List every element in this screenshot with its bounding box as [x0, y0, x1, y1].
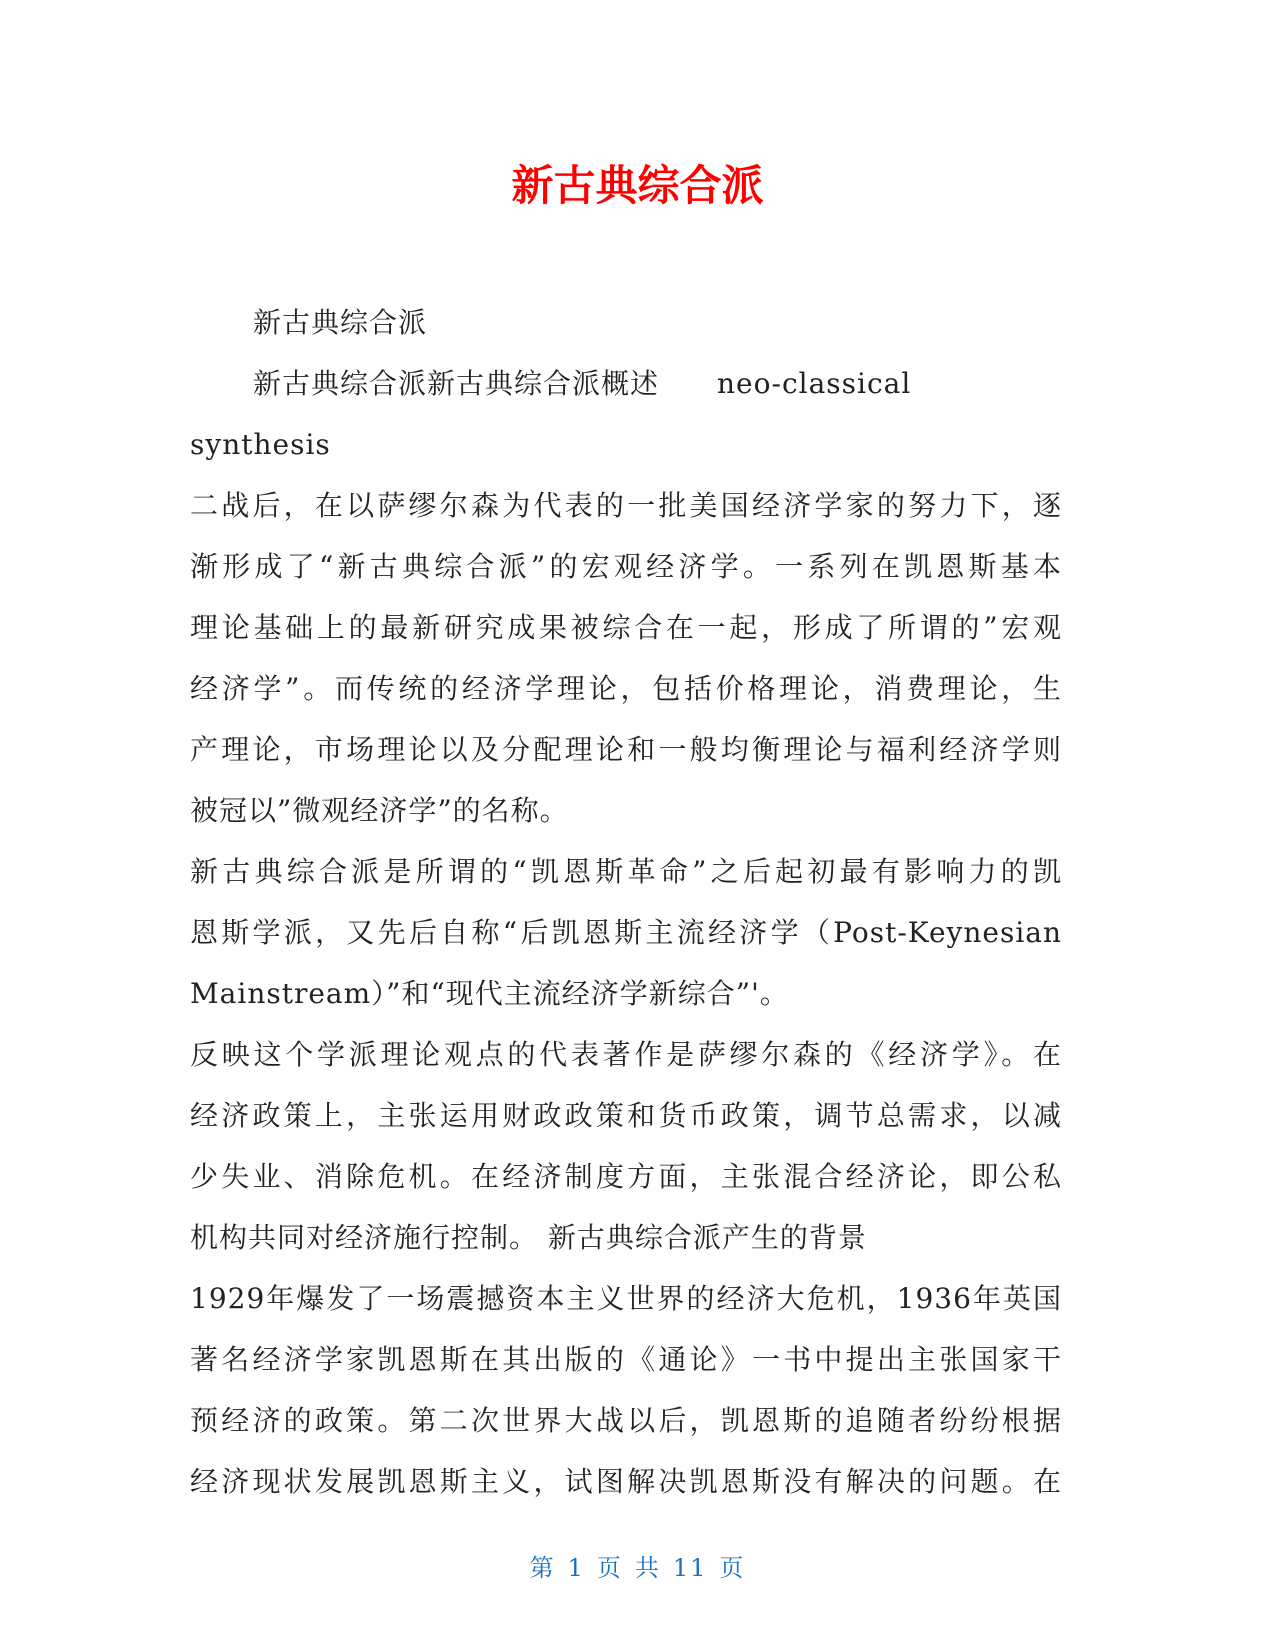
paragraph-line: 恩斯学派，又先后自称“后凯恩斯主流经济学（Post-Keynesian	[190, 916, 1062, 949]
page-label-suffix: 页	[719, 1554, 746, 1582]
paragraph-line: 少失业、消除危机。在经济制度方面，主张混合经济论，即公私	[190, 1160, 1062, 1193]
total-pages-number: 11	[672, 1554, 708, 1582]
paragraph-line: 预经济的政策。第二次世界大战以后，凯恩斯的追随者纷纷根据	[190, 1404, 1062, 1437]
page-label-mid: 页	[596, 1554, 623, 1582]
total-label: 共	[634, 1554, 661, 1582]
paragraph-line: 机构共同对经济施行控制。 新古典综合派产生的背景	[190, 1221, 867, 1254]
document-title: 新古典综合派	[511, 161, 764, 210]
paragraph-line	[190, 353, 1062, 414]
paragraph-line: synthesis	[190, 428, 331, 461]
paragraph-line: 新古典综合派是所谓的“凯恩斯革命”之后起初最有影响力的凯	[190, 855, 1062, 888]
paragraph-line: 渐形成了“新古典综合派”的宏观经济学。一系列在凯恩斯基本	[190, 550, 1062, 583]
paragraph-line: 经济学”。而传统的经济学理论，包括价格理论，消费理论，生	[190, 672, 1062, 705]
paragraph-line: 产理论，市场理论以及分配理论和一般均衡理论与福利经济学则	[190, 733, 1062, 766]
line-text: 新古典综合派新古典综合派概述	[253, 367, 660, 400]
page-label-prefix: 第	[529, 1554, 556, 1582]
paragraph-line: 1929年爆发了一场震撼资本主义世界的经济大危机，1936年英国	[190, 1282, 1062, 1315]
paragraph-line: 经济政策上，主张运用财政政策和货币政策，调节总需求，以减	[190, 1099, 1062, 1132]
document-body	[190, 292, 1062, 1512]
paragraph-line: 著名经济学家凯恩斯在其出版的《通论》一书中提出主张国家干	[190, 1343, 1062, 1376]
paragraph-line: 被冠以”微观经济学”的名称。	[190, 794, 569, 827]
paragraph-line: 反映这个学派理论观点的代表著作是萨缪尔森的《经济学》。在	[190, 1038, 1062, 1071]
paragraph-line: 经济现状发展凯恩斯主义，试图解决凯恩斯没有解决的问题。在	[190, 1465, 1062, 1498]
paragraph-line: Mainstream）”和“现代主流经济学新综合”'。	[190, 977, 789, 1010]
paragraph-line: 理论基础上的最新研究成果被综合在一起，形成了所谓的”宏观	[190, 611, 1062, 644]
page-footer	[0, 1548, 1275, 1583]
current-page-number: 1	[567, 1554, 585, 1582]
paragraph-line: 二战后，在以萨缪尔森为代表的一批美国经济学家的努力下，逐	[190, 489, 1062, 522]
paragraph-line: 新古典综合派	[253, 306, 428, 339]
line-text: neo-classical	[717, 367, 912, 400]
